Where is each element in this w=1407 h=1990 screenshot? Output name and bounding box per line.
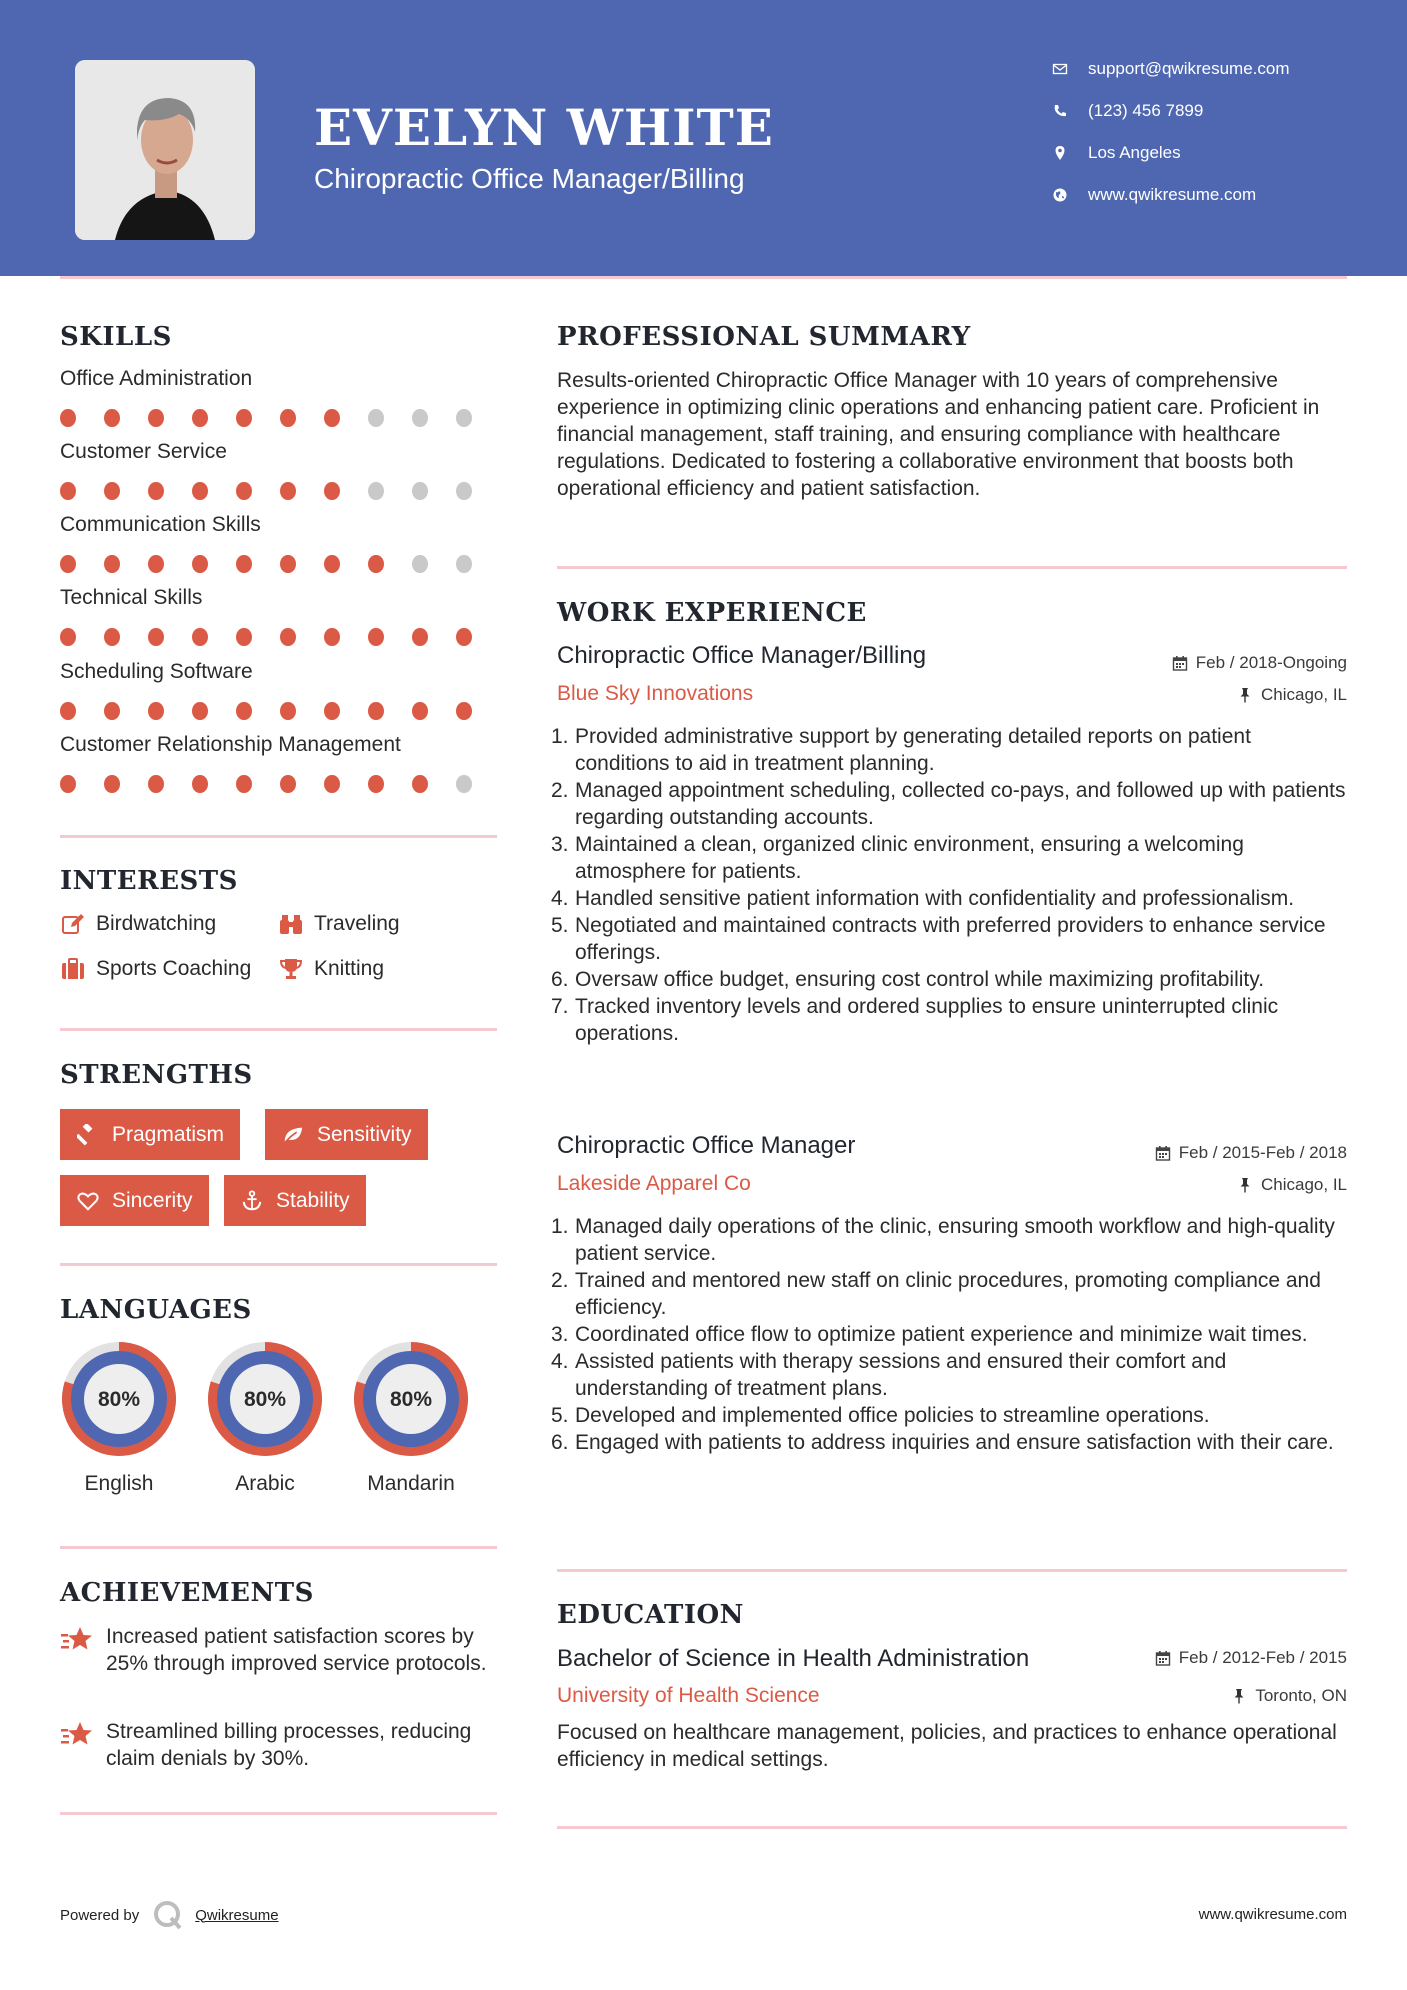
skill-label: Customer Service	[60, 440, 227, 463]
achievements-heading: ACHIEVEMENTS	[60, 1578, 314, 1608]
skill-dot-filled	[148, 702, 164, 720]
skill-dot-filled	[324, 409, 340, 427]
skill-dot-filled	[192, 775, 208, 793]
job-location	[1237, 685, 1347, 705]
education-dates-text: Feb / 2012-Feb / 2015	[1178, 1648, 1347, 1667]
profile-photo	[75, 60, 255, 240]
duty-item: 6. Engaged with patients to address inquiries and ensure satisfaction with their care.	[551, 1431, 1334, 1454]
language-item	[58, 1338, 180, 1496]
skill-item	[60, 586, 500, 646]
interest-item	[60, 911, 216, 937]
job-location-text: Chicago, IL	[1261, 685, 1347, 704]
strength-label: Sensitivity	[317, 1122, 412, 1146]
skill-dot-filled	[192, 555, 208, 573]
company-name: Lakeside Apparel Co	[557, 1172, 751, 1195]
experience-heading: WORK EXPERIENCE	[557, 598, 867, 628]
duties-list	[551, 1213, 1347, 1456]
pushpin-icon	[1231, 1688, 1247, 1704]
skill-item	[60, 733, 500, 793]
candidate-name: EVELYN WHITE	[314, 98, 774, 157]
duty-item: 1. Provided administrative support by generating detailed reports on patient conditions to aid in treatment planning.	[551, 725, 1251, 775]
language-percent: 80%	[389, 1388, 433, 1411]
skill-dot-filled	[412, 775, 428, 793]
school-name: University of Health Science	[557, 1684, 820, 1707]
footer-url[interactable]: www.qwikresume.com	[1198, 1906, 1347, 1923]
language-name: Arabic	[235, 1472, 295, 1495]
skill-dot-filled	[412, 628, 428, 646]
job-location-text: Chicago, IL	[1261, 1175, 1347, 1194]
phone-icon	[1050, 101, 1070, 121]
strength-tag	[60, 1109, 240, 1160]
pushpin-icon	[1237, 1177, 1253, 1193]
job-location	[1237, 1175, 1347, 1195]
anchor-icon	[240, 1189, 264, 1213]
skill-dot-filled	[60, 775, 76, 793]
job-title: Chiropractic Office Manager	[557, 1132, 856, 1159]
contact-location	[1050, 138, 1370, 168]
language-gauge	[350, 1338, 472, 1460]
skill-label: Scheduling Software	[60, 660, 253, 683]
education-location	[1231, 1686, 1347, 1706]
duties-list	[551, 723, 1347, 1047]
company-name: Blue Sky Innovations	[557, 682, 754, 705]
skill-dot-filled	[280, 555, 296, 573]
skill-dot-filled	[412, 702, 428, 720]
contact-email-text: support@qwikresume.com	[1088, 59, 1290, 78]
contact-website-text: www.qwikresume.com	[1088, 185, 1257, 204]
skill-dot-filled	[236, 628, 252, 646]
gavel-icon	[76, 1123, 100, 1147]
language-gauge	[58, 1338, 180, 1460]
profile-photo-image	[75, 60, 255, 240]
skill-dot-filled	[60, 555, 76, 573]
skill-dot-filled	[236, 409, 252, 427]
skill-dot-empty	[456, 775, 472, 793]
interest-item	[278, 911, 400, 937]
skill-dot-filled	[324, 775, 340, 793]
skill-dot-filled	[368, 702, 384, 720]
interests-heading: INTERESTS	[60, 866, 238, 896]
duty-item: 6. Oversaw office budget, ensuring cost control while maximizing profitability.	[551, 968, 1265, 991]
skill-dot-filled	[60, 409, 76, 427]
skill-dot-filled	[148, 409, 164, 427]
section-divider	[60, 1812, 497, 1815]
duty-item: 4. Handled sensitive patient information with confidentiality and professionalism.	[551, 887, 1295, 910]
languages-heading: LANGUAGES	[60, 1295, 252, 1325]
envelope-icon	[1050, 59, 1070, 79]
duty-item: 4. Assisted patients with therapy sessions and ensured their comfort and understanding of treatment plans.	[551, 1350, 1227, 1400]
language-item	[204, 1338, 326, 1496]
skill-dot-filled	[104, 555, 120, 573]
education-heading: EDUCATION	[557, 1600, 744, 1630]
pencil-square-icon	[60, 911, 86, 937]
skill-dot-filled	[192, 702, 208, 720]
star-badge-icon	[60, 1623, 94, 1657]
skill-dot-filled	[60, 702, 76, 720]
summary-text: Results-oriented Chiropractic Office Manager with 10 years of comprehensive experience in optimizing clinic operations and enhancing patient care. Proficient in financial management, staff training, and ensuring compliance with healthcare regulations. Dedicated to fostering a collaborative environment that boosts both operational efficiency and patient satisfaction.	[557, 369, 1320, 500]
duty-item: 5. Negotiated and maintained contracts with preferred providers to enhance service offerings.	[551, 914, 1326, 964]
job-dates-text: Feb / 2018-Ongoing	[1195, 653, 1347, 672]
skill-dot-empty	[412, 409, 428, 427]
language-name: English	[84, 1472, 154, 1495]
skill-dot-empty	[412, 482, 428, 500]
binoculars-icon	[278, 911, 304, 937]
section-divider	[557, 1569, 1347, 1572]
duty-item: 2. Managed appointment scheduling, collected co-pays, and followed up with patients regarding outstanding accounts.	[551, 779, 1346, 829]
skill-dot-filled	[104, 628, 120, 646]
achievement-text: Streamlined billing processes, reducing claim denials by 30%.	[106, 1720, 472, 1770]
calendar-icon	[1155, 1145, 1171, 1161]
skill-dot-filled	[192, 628, 208, 646]
skill-dot-filled	[104, 775, 120, 793]
skill-dot-filled	[148, 628, 164, 646]
interest-item	[278, 956, 384, 982]
skill-item	[60, 440, 500, 500]
calendar-icon	[1172, 655, 1188, 671]
briefcase-icon	[60, 956, 86, 982]
globe-icon	[1050, 185, 1070, 205]
section-divider	[60, 1028, 497, 1031]
trophy-icon	[278, 956, 304, 982]
duty-item: 3. Coordinated office flow to optimize patient experience and minimize wait times.	[551, 1323, 1308, 1346]
strength-tag	[60, 1175, 209, 1226]
job-title: Chiropractic Office Manager/Billing	[557, 642, 927, 669]
language-item	[350, 1338, 472, 1496]
skill-dot-filled	[280, 775, 296, 793]
interest-label: Birdwatching	[96, 912, 217, 935]
skill-rating	[60, 555, 500, 573]
skill-label: Office Administration	[60, 367, 253, 390]
skill-dot-filled	[280, 482, 296, 500]
education-description: Focused on healthcare management, policies, and practices to enhance operational efficiency in medical settings.	[557, 1721, 1337, 1771]
achievement-text: Increased patient satisfaction scores by 25% through improved service protocols.	[106, 1625, 487, 1675]
skill-rating	[60, 482, 500, 500]
skill-dot-empty	[456, 409, 472, 427]
strength-tag	[265, 1109, 428, 1160]
job-dates	[1155, 1143, 1347, 1163]
education-dates	[1155, 1648, 1347, 1668]
powered-by-label: Powered by	[60, 1906, 140, 1924]
interest-label: Traveling	[314, 912, 400, 935]
skill-rating	[60, 409, 500, 427]
skill-item	[60, 660, 500, 720]
calendar-icon	[1155, 1650, 1171, 1666]
skill-dot-filled	[148, 775, 164, 793]
skill-dot-filled	[368, 628, 384, 646]
duty-item: 2. Trained and mentored new staff on clinic procedures, promoting compliance and efficiency.	[551, 1269, 1321, 1319]
skill-item	[60, 513, 500, 573]
section-divider	[557, 1826, 1347, 1829]
skill-item	[60, 367, 500, 427]
footer-powered-by	[60, 1898, 279, 1932]
skill-dot-filled	[324, 702, 340, 720]
strength-label: Pragmatism	[112, 1122, 225, 1146]
contact-phone-text: (123) 456 7899	[1088, 101, 1204, 120]
skill-dot-filled	[148, 482, 164, 500]
duty-item: 7. Tracked inventory levels and ordered supplies to ensure uninterrupted clinic operations.	[551, 995, 1279, 1045]
skill-rating	[60, 628, 500, 646]
strength-label: Sincerity	[112, 1188, 193, 1212]
strength-label: Stability	[276, 1188, 350, 1212]
skill-dot-filled	[324, 482, 340, 500]
skill-dot-empty	[456, 482, 472, 500]
interest-item	[60, 956, 251, 982]
interest-label: Sports Coaching	[96, 957, 252, 980]
leaf-icon	[281, 1123, 305, 1147]
section-divider	[557, 566, 1347, 569]
skill-dot-empty	[412, 555, 428, 573]
skill-dot-filled	[60, 628, 76, 646]
skill-label: Technical Skills	[60, 586, 203, 609]
skill-dot-filled	[324, 628, 340, 646]
skill-rating	[60, 775, 500, 793]
skill-dot-filled	[192, 482, 208, 500]
skill-dot-empty	[456, 555, 472, 573]
language-gauge	[204, 1338, 326, 1460]
language-name: Mandarin	[367, 1472, 455, 1495]
job-dates-text: Feb / 2015-Feb / 2018	[1178, 1143, 1347, 1162]
skill-label: Communication Skills	[60, 513, 261, 536]
skills-heading: SKILLS	[60, 322, 172, 352]
skill-dot-filled	[236, 702, 252, 720]
strengths-heading: STRENGTHS	[60, 1060, 253, 1090]
strength-tag	[224, 1175, 366, 1226]
star-badge-icon	[60, 1718, 94, 1752]
skill-dot-empty	[368, 482, 384, 500]
skill-dot-filled	[104, 702, 120, 720]
skill-dot-filled	[368, 775, 384, 793]
skill-dot-filled	[456, 702, 472, 720]
skill-dot-filled	[280, 409, 296, 427]
contact-email[interactable]	[1050, 54, 1370, 84]
skill-dot-filled	[60, 482, 76, 500]
language-percent: 80%	[97, 1388, 141, 1411]
qwikresume-logo-icon	[151, 1898, 185, 1932]
skill-dot-empty	[368, 409, 384, 427]
pushpin-icon	[1237, 687, 1253, 703]
skill-dot-filled	[104, 409, 120, 427]
skill-label: Customer Relationship Management	[60, 733, 401, 756]
skill-dot-filled	[236, 775, 252, 793]
skill-dot-filled	[104, 482, 120, 500]
contact-website[interactable]	[1050, 180, 1370, 210]
achievement-item	[60, 1718, 500, 1772]
skill-rating	[60, 702, 500, 720]
skill-dot-filled	[324, 555, 340, 573]
qwikresume-link[interactable]: Qwikresume	[195, 1906, 279, 1924]
skill-dot-filled	[280, 702, 296, 720]
skill-dot-filled	[368, 555, 384, 573]
interest-label: Knitting	[314, 957, 385, 980]
section-divider	[60, 835, 497, 838]
candidate-title: Chiropractic Office Manager/Billing	[314, 163, 745, 194]
duty-item: 5. Developed and implemented office policies to streamline operations.	[551, 1404, 1210, 1427]
duty-item: 1. Managed daily operations of the clinic, ensuring smooth workflow and high-quality patient service.	[551, 1215, 1335, 1265]
heart-icon	[76, 1189, 100, 1213]
map-marker-icon	[1050, 143, 1070, 163]
section-divider	[60, 1263, 497, 1266]
skill-dot-filled	[192, 409, 208, 427]
summary-heading: PROFESSIONAL SUMMARY	[557, 322, 971, 352]
education-location-text: Toronto, ON	[1255, 1686, 1347, 1705]
skill-dot-filled	[280, 628, 296, 646]
degree-title: Bachelor of Science in Health Administration	[557, 1645, 1030, 1672]
skill-dot-filled	[236, 555, 252, 573]
contact-location-text: Los Angeles	[1088, 143, 1181, 162]
language-percent: 80%	[243, 1388, 287, 1411]
section-divider	[60, 1546, 497, 1549]
skill-dot-filled	[456, 628, 472, 646]
job-dates	[1172, 653, 1347, 673]
header-divider	[60, 276, 1347, 279]
contact-phone[interactable]	[1050, 96, 1370, 126]
skill-dot-filled	[148, 555, 164, 573]
resume-header	[0, 0, 1407, 276]
skill-dot-filled	[236, 482, 252, 500]
duty-item: 3. Maintained a clean, organized clinic environment, ensuring a welcoming atmosphere for patients.	[551, 833, 1244, 883]
achievement-item	[60, 1623, 500, 1677]
